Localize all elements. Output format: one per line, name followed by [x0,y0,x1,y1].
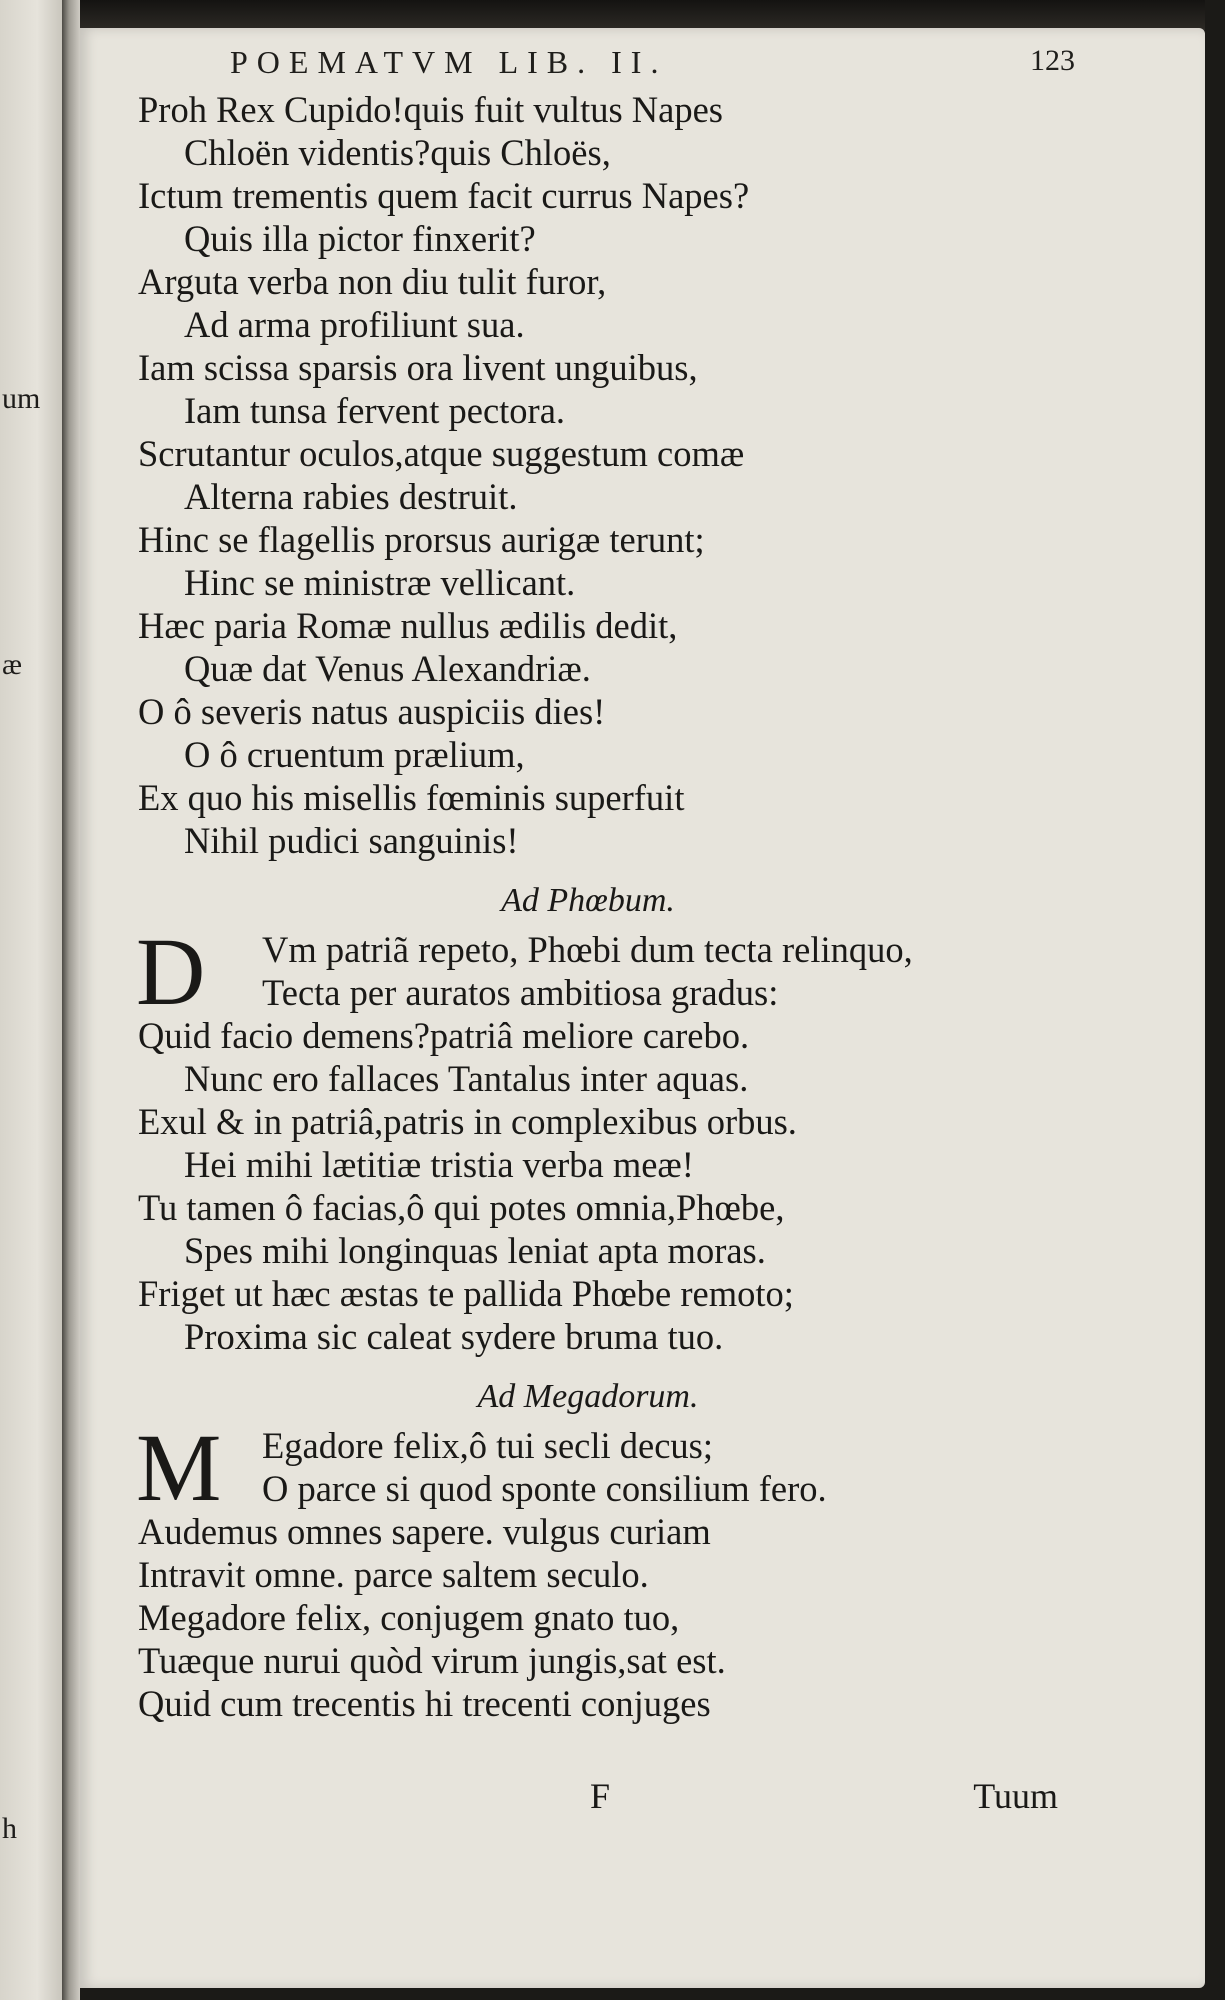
poem-3-opening [136,1414,1038,1521]
book-top-edge [80,0,1205,30]
verse-line: O ô cruentum prælium, [184,734,525,775]
verse-line: Megadore felix, conjugem gnato tuo, [138,1597,680,1638]
verse-line: Quis illa pictor finxerit? [184,218,536,259]
verse-line: Chloën videntis?quis Chloës, [184,132,611,173]
verse-line: Exul & in patriâ,patris in complexibus orbus. [138,1101,797,1142]
verse-line: Scrutantur oculos,atque suggestum comæ [138,433,745,474]
verse-line: Tecta per auratos ambitiosa gradus: [262,972,779,1013]
verse-line: Spes mihi longinquas leniat apta moras. [184,1230,766,1271]
verse-line: O parce si quod sponte consilium fero. [262,1468,827,1509]
verse-line: Hei mihi lætitiæ tristia verba meæ! [184,1144,694,1185]
verse-line: Iam tunsa fervent pectora. [184,390,566,431]
gutter [62,0,80,2000]
verse-line: Egadore felix,ô tui secli decus; [262,1425,714,1466]
verse-line: Proh Rex Cupido!quis fuit vultus Napes [138,89,723,130]
page-number: 123 [1030,44,1075,77]
facing-page-fragment: æ [2,648,23,681]
verse-line: Ex quo his misellis fœminis superfuit [138,777,685,818]
verse-line: Nunc ero fallaces Tantalus inter aquas. [184,1058,749,1099]
poem-2-opening [136,918,1038,1025]
poem-title: Ad Megadorum. [477,1378,699,1415]
verse-line: O ô severis natus auspiciis dies! [138,691,606,732]
facing-page-edge [0,0,64,2000]
verse-line: Vm patriã repeto, Phœbi dum tecta relinquo, [262,929,913,970]
verse-line: Arguta verba non diu tulit furor, [138,261,607,302]
verse-line: Hinc se flagellis prorsus aurigæ terunt; [138,519,705,560]
verse-line: Proxima sic caleat sydere bruma tuo. [184,1316,724,1357]
verse-line: Hæc paria Romæ nullus ædilis dedit, [138,605,678,646]
verse-line: Tu tamen ô facias,ô qui potes omnia,Phœbe, [138,1187,785,1228]
verse-line: Friget ut hæc æstas te pallida Phœbe remoto; [138,1273,794,1314]
facing-page-fragment: h [2,1812,17,1845]
poem-2-body [138,1014,1038,1358]
drop-cap: D [136,918,206,1025]
verse-line: Intravit omne. parce saltem seculo. [138,1554,649,1595]
running-title: POEMATVM LIB. II. [230,44,668,80]
verse-line: Quid facio demens?patriâ meliore carebo. [138,1015,750,1056]
poem-1 [138,88,1038,862]
verse-line: Ictum trementis quem facit currus Napes? [138,175,750,216]
verse-line: Alterna rabies destruit. [184,476,518,517]
verse-line: Audemus omnes sapere. vulgus curiam [138,1511,711,1552]
verse-line: Hinc se ministræ vellicant. [184,562,576,603]
drop-cap: M [136,1414,222,1521]
facing-page-fragment: um [2,382,41,415]
signature-mark: F [590,1776,611,1816]
verse-line: Quid cum trecentis hi trecenti conjuges [138,1683,711,1724]
page-text [138,88,1038,1725]
verse-line: Ad arma profiliunt sua. [184,304,525,345]
verse-line: Nihil pudici sanguinis! [184,820,519,861]
poem-3-body [138,1510,1038,1725]
poem-title: Ad Phœbum. [501,882,675,919]
verse-line: Iam scissa sparsis ora livent unguibus, [138,347,698,388]
verse-line: Tuæque nurui quòd virum jungis,sat est. [138,1640,726,1681]
verse-line: Quæ dat Venus Alexandriæ. [184,648,591,689]
catchword: Tuum [973,1776,1058,1816]
